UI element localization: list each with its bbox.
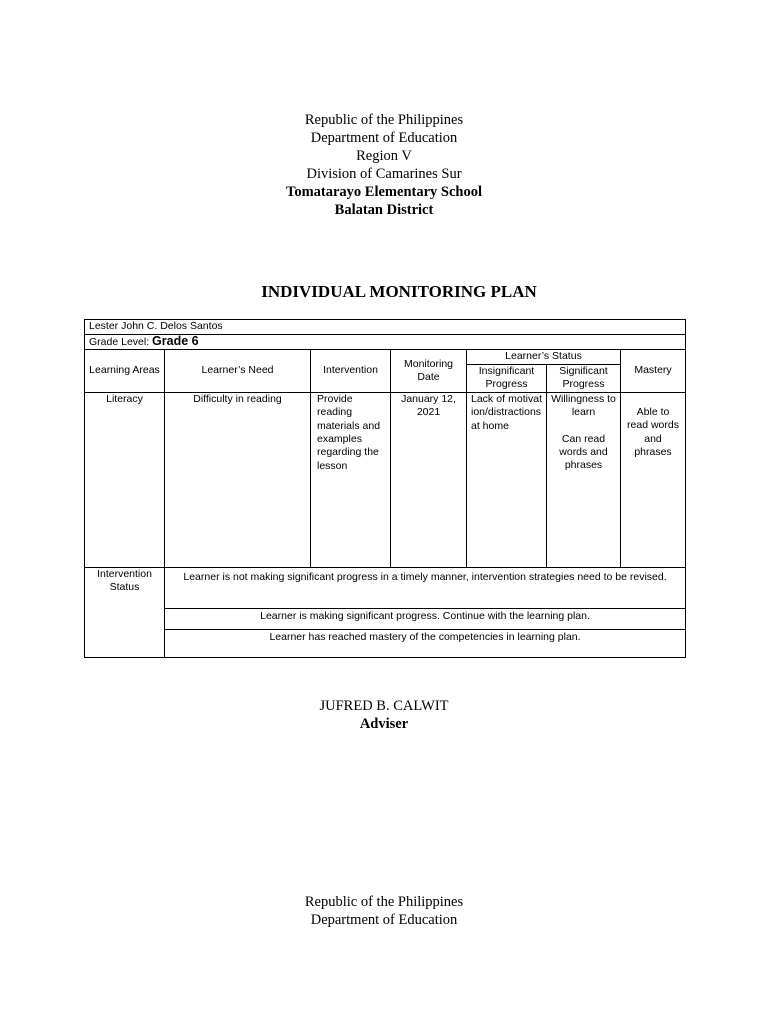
department-line: Department of Education [310, 130, 458, 146]
learners-need-value: Difficulty in reading [165, 392, 311, 567]
col-learners-need: Learner’s Need [165, 350, 311, 392]
department-line: Department of Education [310, 912, 458, 928]
letterhead [0, 111, 768, 219]
col-learning-areas: Learning Areas [85, 350, 165, 392]
col-mastery: Mastery [621, 350, 686, 392]
col-significant-progress: Significant Progress [547, 364, 621, 392]
insignificant-progress-value: Lack of motivation/distractions at home [467, 392, 547, 567]
school-name: Tomatarayo Elementary School [285, 184, 482, 200]
col-insignificant-progress: Insignificant Progress [467, 364, 547, 392]
republic-line: Republic of the Philippines [304, 112, 464, 128]
grade-level-value: Grade 6 [152, 334, 199, 348]
learning-area-value: Literacy [85, 392, 165, 567]
next-page-letterhead [0, 893, 768, 929]
intervention-value: Provide reading materials and examples regarding the lesson [311, 392, 391, 567]
status-note-mastery: Learner has reached mastery of the competencies in learning plan. [165, 629, 686, 657]
significant-progress-item: Can read words and phrases [559, 432, 608, 472]
col-learners-status: Learner’s Status [467, 350, 621, 364]
adviser-name: JUFRED B. CALWIT [319, 698, 449, 714]
district-name: Balatan District [334, 202, 434, 218]
status-note-not-progressing: Learner is not making significant progress in a timely manner, intervention strategies need to be revised. [165, 567, 686, 608]
col-monitoring-date: Monitoring Date [391, 350, 467, 392]
division-line: Division of Camarines Sur [306, 166, 462, 182]
col-intervention: Intervention [311, 350, 391, 392]
monitoring-date-value: January 12, 2021 [391, 392, 467, 567]
signature-block [0, 697, 768, 733]
learner-name: Lester John C. Delos Santos [85, 320, 686, 335]
mastery-value: Able to read words and phrases [621, 392, 686, 567]
status-note-progressing: Learner is making significant progress. Continue with the learning plan. [165, 608, 686, 629]
intervention-status-label: Intervention Status [85, 567, 165, 657]
republic-line: Republic of the Philippines [304, 894, 464, 910]
grade-level-label: Grade Level: [89, 336, 153, 348]
adviser-role: Adviser [359, 716, 409, 732]
significant-progress-item: Willingness to learn [551, 392, 616, 419]
document-title: INDIVIDUAL MONITORING PLAN [261, 282, 537, 301]
grade-level-cell [85, 335, 686, 350]
monitoring-plan-table [84, 319, 686, 658]
significant-progress-cell [547, 392, 621, 567]
table-row [85, 392, 686, 567]
region-line: Region V [356, 148, 412, 164]
